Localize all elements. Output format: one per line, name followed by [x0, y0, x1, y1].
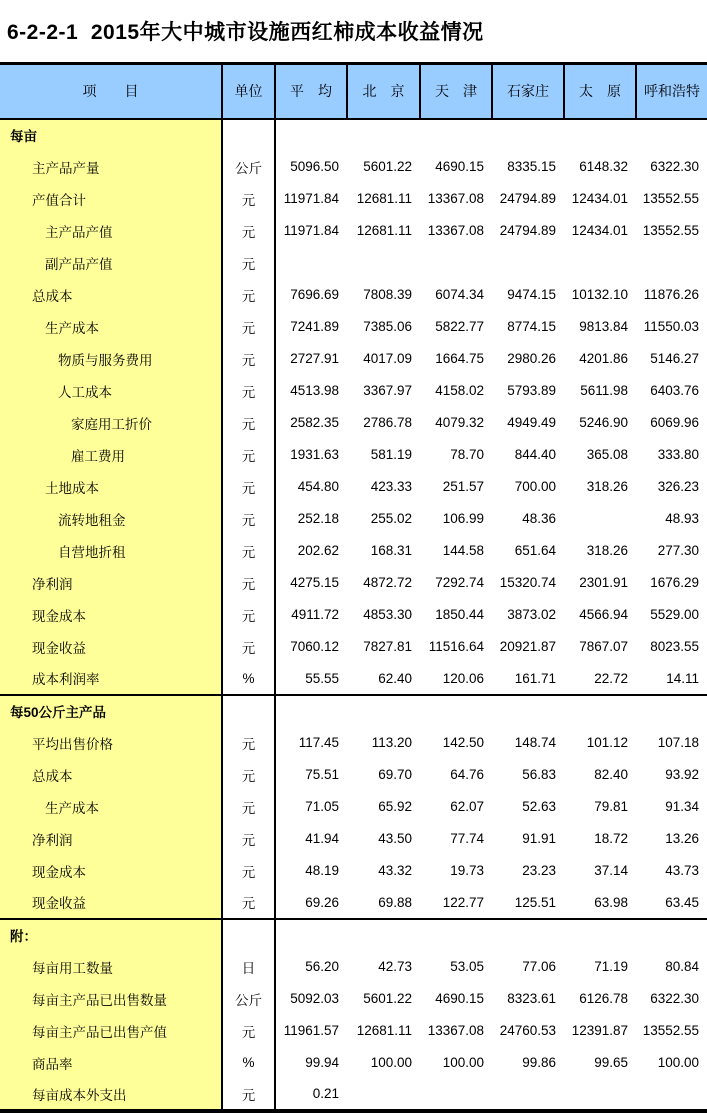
cell-value: 64.76	[450, 767, 484, 782]
cost-benefit-table	[0, 62, 707, 1113]
cell-value	[420, 1079, 492, 1111]
table-row	[0, 151, 707, 183]
row-unit: 元	[222, 567, 275, 599]
row-label: 主产品产值	[0, 215, 222, 247]
cell-value: 13367.08	[427, 191, 484, 206]
row-unit: 元	[222, 1079, 275, 1111]
cell-value	[275, 919, 347, 951]
column-header-tianjin: 天 津	[420, 64, 492, 119]
section-header-label: 每亩	[0, 119, 222, 151]
cell-value: 91.34	[665, 799, 699, 814]
cell-value: 43.73	[665, 863, 699, 878]
row-unit: 元	[222, 727, 275, 759]
cell-value: 12681.11	[356, 191, 412, 206]
cell-value	[492, 1079, 564, 1111]
row-label: 生产成本	[0, 311, 222, 343]
cell-value: 581.19	[370, 447, 412, 462]
cell-value: 12434.01	[571, 223, 628, 238]
row-label: 家庭用工折价	[0, 407, 222, 439]
row-unit: 元	[222, 823, 275, 855]
table-row	[0, 663, 707, 695]
cell-value: 120.06	[442, 670, 484, 686]
cell-value: 251.57	[442, 479, 484, 494]
cell-value: 56.20	[305, 959, 339, 974]
cell-value: 4690.15	[435, 159, 484, 174]
cell-value: 12681.11	[356, 223, 412, 238]
cell-value: 202.62	[297, 543, 339, 558]
cell-value	[420, 119, 492, 151]
cell-value	[420, 919, 492, 951]
cell-value	[347, 919, 420, 951]
cell-value: 41.94	[305, 831, 339, 846]
cell-value: 48.19	[305, 863, 339, 878]
table-header	[0, 64, 707, 119]
table-row	[0, 631, 707, 663]
table-row	[0, 567, 707, 599]
cell-value: 20921.87	[499, 639, 556, 654]
cell-value: 5601.22	[363, 159, 412, 174]
cell-value: 423.33	[370, 479, 412, 494]
cell-value: 7696.69	[290, 287, 339, 302]
row-unit: 公斤	[222, 983, 275, 1015]
row-label: 人工成本	[0, 375, 222, 407]
cell-value: 2301.91	[579, 575, 628, 590]
cell-value: 10132.10	[571, 287, 628, 302]
cell-value: 117.45	[298, 735, 339, 750]
cell-value	[636, 119, 707, 151]
table-row	[0, 471, 707, 503]
row-unit: 日	[222, 951, 275, 983]
cell-value: 122.77	[442, 894, 484, 910]
cell-value: 11971.84	[283, 191, 339, 206]
cell-value: 75.51	[305, 767, 339, 782]
cell-value: 6403.76	[650, 383, 699, 398]
cell-value: 19.73	[450, 863, 484, 878]
row-label: 总成本	[0, 279, 222, 311]
cell-value: 24760.53	[499, 1023, 556, 1038]
cell-value: 7060.12	[290, 639, 339, 654]
table-row	[0, 279, 707, 311]
cell-value: 144.58	[442, 543, 484, 558]
cell-value: 6322.30	[650, 159, 699, 174]
cell-value: 101.12	[586, 735, 628, 750]
row-unit: 元	[222, 215, 275, 247]
cell-value: 78.70	[450, 447, 484, 462]
cell-value: 318.26	[586, 543, 628, 558]
table-row	[0, 503, 707, 535]
cell-value	[347, 247, 420, 279]
cell-value: 4949.49	[507, 415, 556, 430]
cell-value: 13552.55	[642, 191, 699, 206]
cell-value: 99.65	[594, 1055, 628, 1070]
table-row	[0, 375, 707, 407]
cell-value: 24794.89	[499, 191, 556, 206]
cell-value: 48.36	[522, 511, 556, 526]
row-unit: 元	[222, 599, 275, 631]
cell-value: 700.00	[514, 479, 556, 494]
cell-value: 37.14	[594, 863, 628, 878]
cell-value: 80.84	[665, 959, 699, 974]
cell-value	[492, 919, 564, 951]
cell-value: 43.32	[378, 863, 412, 878]
column-header-average: 平 均	[275, 64, 347, 119]
section-header-row	[0, 119, 707, 151]
cell-value: 113.20	[371, 735, 412, 750]
cell-value	[420, 247, 492, 279]
table-row	[0, 887, 707, 919]
cell-value: 3367.97	[363, 383, 412, 398]
cell-value: 63.98	[594, 894, 628, 910]
cell-value: 48.93	[665, 511, 699, 526]
column-header-beijing: 北 京	[347, 64, 420, 119]
cell-value	[564, 119, 636, 151]
cell-value: 13552.55	[642, 1023, 699, 1038]
cell-value: 365.08	[586, 447, 628, 462]
cell-value: 142.50	[442, 735, 484, 750]
row-label: 每亩主产品已出售数量	[0, 983, 222, 1015]
row-label: 生产成本	[0, 791, 222, 823]
cell-value: 12434.01	[571, 191, 628, 206]
row-label: 商品率	[0, 1047, 222, 1079]
table-row	[0, 823, 707, 855]
cell-value: 53.05	[450, 959, 484, 974]
table-row	[0, 535, 707, 567]
row-unit: 元	[222, 183, 275, 215]
table-row	[0, 727, 707, 759]
row-label: 现金成本	[0, 599, 222, 631]
row-label: 副产品产值	[0, 247, 222, 279]
cell-value: 5601.22	[363, 991, 412, 1006]
row-unit: %	[222, 663, 275, 695]
cell-value: 91.91	[522, 831, 556, 846]
cell-value: 6126.78	[579, 991, 628, 1006]
cell-value: 4690.15	[435, 991, 484, 1006]
row-unit: 元	[222, 887, 275, 919]
cell-value: 333.80	[657, 447, 699, 462]
cell-value: 11550.03	[643, 319, 699, 334]
cell-value: 69.26	[305, 894, 339, 910]
cell-value	[636, 695, 707, 727]
table-row	[0, 247, 707, 279]
row-label: 现金收益	[0, 887, 222, 919]
cell-value	[492, 695, 564, 727]
cell-value: 24794.89	[499, 223, 556, 238]
cell-value	[492, 119, 564, 151]
cell-value: 71.05	[305, 799, 339, 814]
cell-value: 7292.74	[435, 575, 484, 590]
cell-value: 62.07	[450, 799, 484, 814]
cell-value: 5793.89	[507, 383, 556, 398]
cell-value: 13.26	[665, 831, 699, 846]
cell-value: 4566.94	[579, 607, 628, 622]
row-unit: 元	[222, 759, 275, 791]
row-unit: 公斤	[222, 151, 275, 183]
table-row	[0, 951, 707, 983]
cell-value: 11516.64	[428, 639, 484, 654]
cell-value: 23.23	[522, 863, 556, 878]
cell-value: 99.86	[522, 1055, 556, 1070]
section-header-row	[0, 695, 707, 727]
cell-value: 42.73	[378, 959, 412, 974]
cell-value: 106.99	[442, 511, 484, 526]
cell-value: 5246.90	[579, 415, 628, 430]
cell-value: 2980.26	[507, 351, 556, 366]
cell-value: 13552.55	[642, 223, 699, 238]
table-row	[0, 183, 707, 215]
cell-value	[275, 247, 347, 279]
cell-value: 161.71	[514, 670, 556, 686]
cell-value: 93.92	[665, 767, 699, 782]
row-unit: 元	[222, 407, 275, 439]
row-label: 现金成本	[0, 855, 222, 887]
cell-value: 107.18	[657, 735, 699, 750]
cell-value: 4911.72	[291, 607, 339, 622]
column-header-shijiazhuang: 石家庄	[492, 64, 564, 119]
row-label: 每亩成本外支出	[0, 1079, 222, 1111]
table-row	[0, 407, 707, 439]
cell-value	[492, 247, 564, 279]
cell-value: 100.00	[657, 1055, 699, 1070]
cell-value: 12681.11	[356, 1023, 412, 1038]
header-row	[0, 64, 707, 119]
cell-value	[636, 247, 707, 279]
cell-value: 2727.91	[290, 351, 339, 366]
cell-value	[564, 503, 636, 535]
section-header-label: 每50公斤主产品	[0, 695, 222, 727]
cell-value	[564, 247, 636, 279]
page-title: 6-2-2-1 2015年大中城市设施西红柿成本收益情况	[7, 21, 484, 44]
cell-value	[347, 1079, 420, 1111]
cell-value: 56.83	[522, 767, 556, 782]
cell-value: 7241.89	[290, 319, 339, 334]
table-row	[0, 599, 707, 631]
table-row	[0, 311, 707, 343]
cell-value: 100.00	[370, 1055, 412, 1070]
cell-value: 6074.34	[435, 287, 484, 302]
cell-value: 6069.96	[650, 415, 699, 430]
table-row	[0, 1015, 707, 1047]
row-unit: 元	[222, 791, 275, 823]
row-label: 每亩主产品已出售产值	[0, 1015, 222, 1047]
cell-value: 1931.63	[290, 447, 339, 462]
row-unit: 元	[222, 279, 275, 311]
table-row	[0, 1079, 707, 1111]
table-row	[0, 343, 707, 375]
cell-value: 63.45	[665, 894, 699, 910]
cell-value: 11876.26	[643, 287, 699, 302]
cell-value: 18.72	[594, 831, 628, 846]
cell-value: 100.00	[442, 1055, 484, 1070]
row-label: 平均出售价格	[0, 727, 222, 759]
row-unit: 元	[222, 343, 275, 375]
cell-value: 6322.30	[650, 991, 699, 1006]
cell-value: 318.26	[586, 479, 628, 494]
cell-value: 82.40	[594, 767, 628, 782]
cell-value: 4079.32	[435, 415, 484, 430]
column-header-item: 项 目	[0, 64, 222, 119]
row-unit: 元	[222, 247, 275, 279]
row-label: 物质与服务费用	[0, 343, 222, 375]
cell-value	[564, 695, 636, 727]
cell-value: 65.92	[378, 799, 412, 814]
cell-value: 5146.27	[650, 351, 699, 366]
cell-value: 9813.84	[579, 319, 628, 334]
row-unit: 元	[222, 855, 275, 887]
cell-value: 148.74	[514, 735, 556, 750]
cell-value	[347, 119, 420, 151]
row-unit: 元	[222, 311, 275, 343]
row-unit	[222, 919, 275, 951]
cell-value: 4158.02	[435, 383, 484, 398]
table-row	[0, 215, 707, 247]
cell-value: 0.21	[312, 1086, 339, 1101]
table-row	[0, 983, 707, 1015]
cell-value	[564, 919, 636, 951]
cell-value: 4853.30	[363, 607, 412, 622]
cell-value: 13367.08	[427, 223, 484, 238]
cell-value: 79.81	[594, 799, 628, 814]
cell-value: 12391.87	[571, 1023, 628, 1038]
cell-value: 77.06	[522, 959, 556, 974]
cell-value: 4513.98	[290, 383, 339, 398]
cell-value: 5611.98	[580, 383, 628, 398]
row-label: 净利润	[0, 823, 222, 855]
row-unit	[222, 695, 275, 727]
cell-value: 252.18	[297, 511, 339, 526]
cell-value: 43.50	[378, 831, 412, 846]
cell-value: 7867.07	[579, 639, 628, 654]
cell-value: 52.63	[522, 799, 556, 814]
cell-value: 454.80	[297, 479, 339, 494]
cell-value: 168.31	[370, 543, 412, 558]
table-body	[0, 119, 707, 1111]
section-header-row	[0, 919, 707, 951]
cell-value: 14.11	[666, 670, 699, 686]
column-header-taiyuan: 太 原	[564, 64, 636, 119]
table-row	[0, 439, 707, 471]
table-row	[0, 1047, 707, 1079]
cell-value: 8774.15	[507, 319, 556, 334]
cell-value: 1664.75	[435, 351, 484, 366]
cell-value: 22.72	[594, 670, 628, 686]
column-header-unit: 单位	[222, 64, 275, 119]
cell-value: 4201.86	[579, 351, 628, 366]
row-unit: %	[222, 1047, 275, 1079]
table-row	[0, 855, 707, 887]
row-label: 每亩用工数量	[0, 951, 222, 983]
cell-value: 5096.50	[290, 159, 339, 174]
cell-value: 15320.74	[499, 575, 556, 590]
row-label: 总成本	[0, 759, 222, 791]
cell-value: 13367.08	[427, 1023, 484, 1038]
cell-value: 3873.02	[507, 607, 556, 622]
table-row	[0, 759, 707, 791]
row-unit: 元	[222, 471, 275, 503]
row-label: 流转地租金	[0, 503, 222, 535]
cell-value: 6148.32	[579, 159, 628, 174]
row-unit: 元	[222, 503, 275, 535]
cell-value: 11971.84	[283, 223, 339, 238]
cell-value: 2786.78	[363, 415, 412, 430]
cell-value: 8023.55	[650, 639, 699, 654]
cell-value	[636, 1079, 707, 1111]
cell-value: 1676.29	[650, 575, 699, 590]
column-header-hohhot: 呼和浩特	[636, 64, 707, 119]
cell-value: 8323.61	[507, 991, 556, 1006]
cell-value: 69.88	[378, 894, 412, 910]
cell-value: 62.40	[378, 670, 412, 686]
cell-value: 4872.72	[363, 575, 412, 590]
row-unit	[222, 119, 275, 151]
cell-value: 71.19	[594, 959, 628, 974]
cell-value: 125.51	[514, 894, 556, 910]
cell-value: 1850.44	[435, 607, 484, 622]
cell-value: 5529.00	[650, 607, 699, 622]
cell-value: 7385.06	[363, 319, 412, 334]
cell-value	[275, 119, 347, 151]
cell-value: 277.30	[657, 543, 699, 558]
row-label: 自营地折租	[0, 535, 222, 567]
row-label: 净利润	[0, 567, 222, 599]
cell-value: 69.70	[378, 767, 412, 782]
cell-value	[347, 695, 420, 727]
cell-value: 5822.77	[435, 319, 484, 334]
cell-value	[275, 695, 347, 727]
cell-value: 9474.15	[507, 287, 556, 302]
cell-value	[636, 919, 707, 951]
cell-value: 4017.09	[363, 351, 412, 366]
cell-value: 55.55	[305, 670, 339, 686]
cell-value: 99.94	[305, 1055, 339, 1070]
row-label: 主产品产量	[0, 151, 222, 183]
row-label: 成本利润率	[0, 663, 222, 695]
cell-value: 11961.57	[283, 1023, 339, 1038]
cell-value: 4275.15	[290, 575, 339, 590]
row-label: 雇工费用	[0, 439, 222, 471]
row-label: 产值合计	[0, 183, 222, 215]
row-unit: 元	[222, 439, 275, 471]
cell-value	[564, 1079, 636, 1111]
cell-value: 77.74	[450, 831, 484, 846]
row-label: 现金收益	[0, 631, 222, 663]
cell-value: 651.64	[514, 543, 556, 558]
cell-value: 326.23	[657, 479, 699, 494]
cell-value: 8335.15	[507, 159, 556, 174]
section-header-label: 附：	[0, 919, 222, 951]
row-label: 土地成本	[0, 471, 222, 503]
row-unit: 元	[222, 631, 275, 663]
cell-value	[420, 695, 492, 727]
cell-value: 255.02	[370, 511, 412, 526]
row-unit: 元	[222, 375, 275, 407]
cell-value: 5092.03	[290, 991, 339, 1006]
row-unit: 元	[222, 535, 275, 567]
cell-value: 7808.39	[363, 287, 412, 302]
row-unit: 元	[222, 1015, 275, 1047]
cell-value: 2582.35	[290, 415, 339, 430]
cell-value: 844.40	[514, 447, 556, 462]
table-row	[0, 791, 707, 823]
cell-value: 7827.81	[363, 639, 412, 654]
